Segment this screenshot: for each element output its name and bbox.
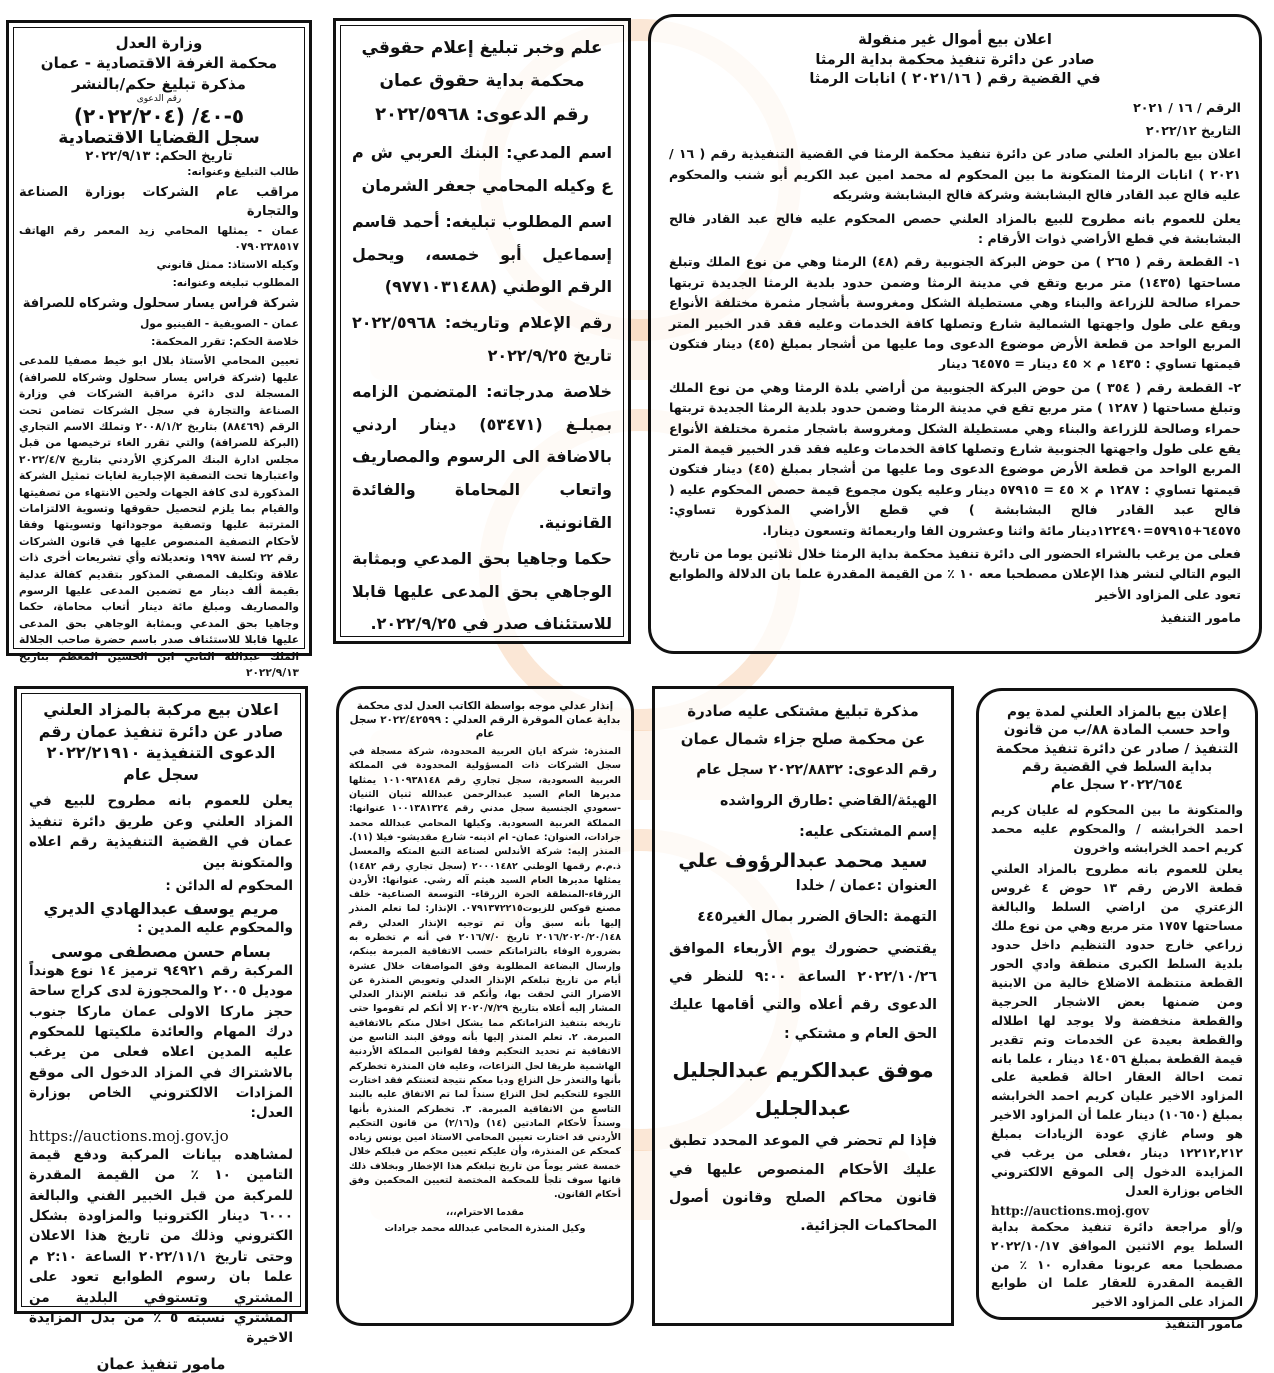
notice-ministry: وزارة العدل bbox=[115, 34, 203, 52]
notice-signature: مامور تنفيذ عمان bbox=[96, 1354, 226, 1373]
notice-applicant-label: طالب التبليغ وعنوانه: bbox=[187, 166, 299, 179]
notice-closing: مقدما الاحترام،،، bbox=[446, 1206, 524, 1218]
notice-paragraph: خلاصة مدرجاته: المتضمن الزامه بمبلـغ (٥٣٤٧١) دينار اردني بالاضافة الى الرسوم والمصاريف واتعاب المحاماة والفائدة القانونية. bbox=[352, 381, 613, 532]
notice-paragraph: رقم الإعلام وتاريخه: ٢٠٢٢/٥٩٦٨ تاريخ ٢٠٢٢/٩/٢٥ bbox=[352, 313, 612, 365]
notice-target-label: المطلوب تبليغه وعنوانه: bbox=[172, 277, 299, 290]
notice-court: عن محكمة صلح جزاء شمال عمان bbox=[680, 730, 926, 749]
notice-title: علم وخبر تبليغ إعلام حقوقي bbox=[361, 38, 603, 58]
notice-paragraph: والمتكونة ما بين المحكوم له عليان كريم احمد الخرابشه / والمحكوم عليه محمد كريم احمد الخرابشه واخرون bbox=[991, 802, 1243, 855]
notice-target-address: عمان - الصويفية - الفينيو مول bbox=[140, 317, 299, 330]
notice-intro: يعلن للعموم بانه مطروح للبيع في المزاد العلني وعن طريق دائرة تنفيذ عمان في القضية التنفيذية رقم اعلاه والمتكونة بين bbox=[29, 793, 293, 871]
notice-signature: وكيل المنذرة المحامي عبدالله محمد جرادات bbox=[384, 1223, 586, 1235]
notice-paragraph: يعلن للعموم بانه مطروح للبيع بالمزاد العلني حصص المحكوم عليه فالح عبد القادر فالح البشابشة في قطع الأراضي ذوات الأرقام : bbox=[669, 210, 1241, 247]
notice-signature: مامور التنفيذ bbox=[1160, 610, 1241, 626]
notice-title: اعلان بيع مركبة بالمزاد العلني صادر عن دائرة تنفيذ عمان رقم الدعوى التنفيذية ٢٠٢٢/٢١٩١٠ سجل عام bbox=[38, 700, 284, 784]
notice-paragraph: اسم المطلوب تبليغه: أحمد قاسم إسماعيل أبو خمسه، ويحمل الرقم الوطني (٩٧٧١٠٣١٤٨٨) bbox=[352, 211, 612, 297]
notice-agent: وكيله الاستاذ: ممثل قانوني bbox=[156, 259, 299, 272]
notice-paragraph: اسم المدعي: البنك العربي ش م ع وكيله المحامي جعفر الشرمان bbox=[352, 143, 612, 195]
notice-register: سجل القضايا الاقتصادية bbox=[58, 127, 260, 148]
notice-amman-civil-judgment bbox=[333, 18, 631, 644]
notice-summary-label: خلاصة الحكم: تقرر المحكمة: bbox=[151, 335, 299, 348]
notice-paragraph: و/أو مراجعة دائرة تنفيذ محكمة بداية السلط يوم الاثنين الموافق ٢٠٢٢/١٠/١٧ مصطحبا معه عربونا مقداره ١٠ ٪ من القيمة المقدرة للعقار علما ان طوابع المزاد على المزاود الاخير bbox=[991, 1219, 1243, 1310]
notice-signature: مامور التنفيذ bbox=[1164, 1317, 1243, 1332]
notice-complainant: موفق عبدالكريم عبدالجليل عبدالجليل bbox=[672, 1058, 934, 1121]
notice-salt-land-auction bbox=[976, 688, 1258, 1332]
notice-debtor-label: والمحكوم عليه المدين : bbox=[137, 920, 293, 937]
notice-target: شركة فراس يسار سحلول وشركاه للصرافة bbox=[22, 295, 299, 311]
notice-closing: فإذا لم تحضر في الموعد المحدد تطبق عليك الأحكام المنصوص عليها في قانون محاكم الصلح وقانون أصول المحاكمات الجزائية. bbox=[669, 1133, 937, 1235]
auction-website-link[interactable]: https://auctions.moj.gov.jo bbox=[29, 1126, 229, 1145]
notice-ramtha-land-auction bbox=[648, 14, 1262, 654]
notice-body: تعيين المحامي الأستاذ بلال ابو خيط مصفيا للمدعى عليها (شركة فراس يسار سحلول وشركاه للصرافة) المسجلة لدى دائرة مراقبة الشركات في وزارة الصناعة والتجارة في سجل الشركات تضامن تحت الرقم (٨٨٤٦٩) بتاريخ ٢٠٠٨/١/٢ وتملك الاسم التجاري (البركة للصرافة) والتي تقرر الغاء ترخيصها من قبل مجلس ادارة البنك المركزي الأردني بتاريخ ٢٠٢٢/٤/٧ واعتبارها تحت التصفية الإجبارية لغايات تمثيل الشركة المذكورة لدى كافة الجهات ولحين الانتهاء من تصفيتها والقيام بما يلزم لتحصيل حقوقها وتسوية الالتزامات المترتبة عليها وتصفية موجوداتها وتسويتها وفقا لأحكام التصفية المنصوص عليها في قانون الشركات رقم ٢٢ لسنة ١٩٩٧ وتعديلاته وأي تشريعات أخرى ذات علاقة وتكليف المصفي المذكور بتقديم كفالة عدلية بقيمة ألف دينار مع تضمين المدعى عليها الرسوم والمصاريف ومبلغ مائة دينار أتعاب محاماة، حكما وجاهيا بحق المدعي وبمثابة الوجاهي بحق المدعى عليها قابلا للاستئناف صدر باسم حضرة صاحب الجلالة الملك عبدالله الثاني ابن الحسين المعظم بتاريخ ٢٠٢٢/٩/١٣ bbox=[19, 355, 299, 680]
notice-subtitle: صادر عن دائرة تنفيذ محكمة بداية الرمثا bbox=[815, 51, 1095, 68]
notice-address: العنوان :عمان / خلدا bbox=[795, 877, 937, 894]
notice-memo: مذكرة تبليغ حكم/بالنشر bbox=[72, 74, 246, 93]
notice-title: مذكرة تبليغ مشتكى عليه صادرة bbox=[687, 702, 919, 720]
notice-charge: التهمة :الحاق الضرر بمال الغير٤٤٥ bbox=[697, 909, 937, 926]
notice-ref: الرقم / ١٦ / ٢٠٢١ bbox=[1133, 99, 1241, 115]
notice-case: ٥-٤٠/ (٢٠٢٢/٢٠٤) bbox=[73, 103, 245, 128]
notice-judge: الهيئة/القاضي :طارق الرواشده bbox=[719, 792, 937, 809]
notice-case: رقم الدعوى: ٢٠٢٢/٥٩٦٨ bbox=[375, 103, 589, 125]
notice-case: في القضية رقم ( ٢٠٢١/١٦ ) انابات الرمثا bbox=[809, 71, 1101, 88]
notice-debtor: بسام حسن مصطفى موسى bbox=[51, 941, 271, 961]
auction-website-link[interactable]: http://auctions.moj.gov bbox=[991, 1203, 1149, 1218]
notice-title: إعلان بيع بالمزاد العلني لمدة يوم واحد حسب المادة ٨٨/ب من قانون التنفيذ / صادر عن دائرة تنفيذ محكمة بداية السلط في القضية رقم ٢٠٢٢/٦٥٤ سجل عام bbox=[995, 704, 1239, 794]
notice-vehicle-auction bbox=[14, 686, 308, 1373]
notice-body: المركبة رقم ٩٤٩٢١ ترميز ١٤ نوع هونداً موديل ٢٠٠٥ والمحجوزة لدى كراج ساحة حجز ماركا الاولى عمان ماركا جنوب درك المهام والعائدة ملكيتها للمحكوم عليه المدين اعلاه فعلى من يرغب بالاشتراك في المزاد الدخول الى موقع المزادات الالكتروني الخاص بوزارة العدل: bbox=[29, 962, 293, 1122]
notice-body-continued: لمشاهده بيانات المركبة ودفع قيمة التامين ١٠ ٪ من القيمة المقدرة للمركبة من قبل الخبير الفني والبالغة ٦٠٠٠ دينار الكترونيا والمزاودة بشكل الكتروني وذلك من تاريخ هذا الاعلان وحتى تاريخ ٢٠٢٢/١١/١ الساعة ٢:١٠ م علما بان رسوم الطوابع تعود على المشتري وتستوفي البلدية من المشتري نسبته ٥ ٪ من بدل المزايدة الاخيرة bbox=[29, 1146, 294, 1347]
notice-paragraph: يعلن للعموم بانه مطروح بالمزاد العلني قطعة الارض رقم ١٣ حوض ٤ غروس الزعتري من اراضي السلط والبالغة مساحتها ١٧٥٧ متر مربع وهي من نوع ملك زراعي خارج حدود التنظيم داخل حدود بلدية السلط الكبرى منطقة وادي الحور القطعة منتظمة الاضلاع خالية من الابنية ومن ضمنها بعض الاشجار الحرجية والقطعة منخفضة ولا يوجد لها اطلاله والقطعة بعيدة عن الخدمات وتم تقدير قيمة القطعة بمبلغ ١٤٠٥٦ دينار ، علما بانه تمت احالة العقار احالة قطعية على المزاود الاخير عليان كريم احمد الخرابشه بمبلغ (١٠٦٥٠) دينار علما أن المزاود الاخير هو وسام غازي عودة الزيادات بمبلغ ١٢٢١٢,٢١٢ دينار ،فعلى من يرغب في المزايدة الدخول إلى الموقع الالكتروني الخاص بوزارة العدل bbox=[991, 862, 1243, 1198]
notice-notary-warning bbox=[336, 686, 634, 1326]
notice-paragraph: اعلان بيع بالمزاد العلني صادر عن دائرة تنفيذ محكمة الرمثا في القضية التنفيذية رقم ( ١٦ / ٢٠٢١ ) انابات الرمثا المتكونة ما بين المحكوم له محمد امين عبد الكريم أبو شنب والمحكوم عليه فالح عبد القادر فالح البشابشة وشركة فالح البشابشة وشريكه bbox=[669, 146, 1241, 203]
notice-paragraph: فعلى من يرغب بالشراء الحضور الى دائرة تنفيذ محكمة بداية الرمثا خلال ثلاثين يوما من تاريخ اليوم التالي لنشر هذا الإعلان مصطحبا معه ١٠ ٪ من القيمة المقدرة علما بان الدلالة والطوابع تعود على المزاود الأخير bbox=[669, 545, 1241, 602]
notice-date: تاريخ الحكم: ٢٠٢٢/٩/١٣ bbox=[85, 148, 233, 164]
notice-creditor-label: المحكوم له الدائن : bbox=[165, 877, 293, 894]
notice-applicant: مراقب عام الشركات بوزارة الصناعة والتجارة bbox=[19, 184, 299, 219]
notice-paragraph: ٢- القطعة رقم ( ٣٥٤ ) من حوض البركة الجنوبية من أراضي بلدة الرمثا وهي من نوع الملك وتبلغ مساحتها ( ١٢٨٧ ) متر مربع تقع في مدينة الرمثا وضمن حدود بلدية الرمثا الجديدة تربتها حمراء وصالحة للزراعة والبناء وهي مستطيلة الشكل ومغروسة باشجار مثمرة مختلفة الأنواع يقع على طول واجهتها الجنوبية شارع وتصلها كافة الخدمات وعليه فقد قدر الخبير قيمة المتر المربع الواحد من قطعة الأرض موضوع الدعوى وما عليها من أشجار بمبلغ (٤٥) دينار فتكون قيمتها تساوي : ١٢٨٧ م × ٤٥ = ٥٧٩١٥ دينار وعليه يكون مجموع قيمة حصص المحكوم عليه ( فالح عبد القادر فالح البشابشة ) في قطع الأراضي المذكورة تساوي: ٦٤٥٧٥+٥٧٩١٥=١٢٢٤٩٠دينار مائة واثنا وعشرون الفا واربعمائة وتسعون دينارا. bbox=[669, 379, 1242, 538]
notice-court: محكمة الغرفة الاقتصادية - عمان bbox=[40, 54, 278, 73]
notice-title: إنذار عدلي موجه بواسطة الكاتب العدل لدى محكمة بداية عمان الموقرة الرقم العدلي : ٢٠٢٢/٤٢٥٩٩ سجل عام bbox=[349, 700, 621, 741]
notice-north-amman-criminal bbox=[652, 686, 954, 1326]
notice-defendant: سيد محمد عبدالرؤوف علي bbox=[678, 849, 928, 872]
notice-creditor: مريم يوسف عبدالهادي الديري bbox=[43, 899, 279, 919]
notice-paragraph: حكما وجاهيا بحق المدعي وبمثابة الوجاهي بحق المدعى عليها قابلا للاستئناف صدر في ٢٠٢٢/٩/٢٥. bbox=[352, 548, 612, 634]
notice-economic-court bbox=[6, 20, 312, 680]
notice-case-label: رقم الدعوى bbox=[136, 93, 182, 104]
notice-applicant-details: عمان - يمثلها المحامي زيد المعمر رقم الهاتف ٠٧٩٠٢٣٨٥١٧ bbox=[19, 225, 299, 253]
notice-body: المنذرة: شركة ايان العربية المحدودة، شركة مسجلة في سجل الشركات ذات المسؤولية المحدودة في المملكة العربية السعودية، سجل تجاري رقم ١٠١٠٩٣٨١٤٨ يمثلها مديرها العام السيد عبدالرحمن عبدالله ثنيان الثنيان -سعودي الجنسية سجل مدني رقم ١٠٠١٣٨١٣٢٤ عنوانها: المملكة العربية السعودية. وكيلها المحامي عبدالله محمد جرادات، العنوان: عمان- ام اذينه- شارع مقديشو- فيلا (١١). المنذر إليه: شركة الأندلس لصناعة التبغ المتكه والمعسل ذ.م.م رقمها الوطني ٢٠٠٠١٤٨٢ (سجل تجاري رقم ١٤٨٢) يمثلها مديرها العام السيد هيثم آله رشي. عنوانها: الأردن الزرقاء-المنطقة الحرة الزرقاء- التوسعة الصناعية- خلف مصنع قوكس للزيوت٠٧٩١٣٧٢٢١٥. الإنذار: لما تعلم المنذر إليها بأنه سبق وأن تم توجيه الإنذار العدلي رقم ٢٠١٦/٢٠٢٠/٢٠/١٤٨ تاريخ ٢٠١٦/٧/٠ في أنه م تخطره به بضرورة الوفاء بالتزاماتكم حسب الاتفاقية المبرمة بينكم، وإرسال البضاعة المطلوبة وفق المواصفات خلال عشرة أيام من تاريخ تبلغكم الإنذار العدلي وتعويض المنذرة عن الاضرار التي لحقت بها، وأنكم قد تبلغتم الإنذار العدلي المشار إليه أعلاه بتاريخ ٢٠٢٠/٧/٢٩ إلا أنكم لم تقوموا حتى تاريخه بتنفيذ التزاماتكم مما يشكل اخلال منكم بالاتفاقية المبرمة. ٢. تعلم المنذر إليها بأنه ووفق البند التاسع من الاتفاقية تم تحديد التحكيم وفقا لقوانين المملكة الأردنية الهاشمية طريقا لحل النزاعات، وعليه فان المنذرة تخطركم بأنها والتعذر حل النزاع وديا معكم نتيجة لتعنتكم فقد اختارت اللجوء للتحكيم لحل النزاع سنداً لما تم الاتفاق عليه بالبند التاسع من الاتفاقية المبرمة. ٣. تخطركم المنذرة بأنها وسنداً لأحكام المادتين (١٤) و(٢/١٦) من قانون التحكيم الأردني قد اختارت تعيين المحامي الاستاذ امين يونس زياده كمحكم عن المنذرة، وأن عليكم تعيين محكم من قبلكم خلال خمسة عشر يوماً من تاريخ تبلغكم هذا الإخطار وبخلاف ذلك فانها سوف تلجأ للمحكمة المختصة لتعيين المحكمين وفق أحكام القانون. bbox=[349, 746, 622, 1201]
notice-defendant-label: إسم المشتكى عليه: bbox=[799, 824, 937, 841]
notice-court: محكمة بداية حقوق عمان bbox=[379, 70, 585, 91]
notice-title: اعلان بيع أموال غير منقولة bbox=[858, 32, 1052, 48]
notice-paragraph: ١- القطعة رقم ( ٢٦٥ ) من حوض البركة الجنوبية رقم (٤٨) الرمثا وهي من نوع الملك وتبلغ مساحتها (١٤٣٥) متر مربع وتقع في مدينة الرمثا وضمن حدود بلدية الرمثا الجديدة تربتها حمراء صالحة للزراعة والبناء وهي مستطيلة الشكل ومغروسة بأشجار مثمرة مختلفة الأنواع ويقع على طول واجهتها الشمالية شارع وتصلها كافة الخدمات وعليه فقد قدر الخبير المتر المربع الواحد من قطعة الأرض موضوع الدعوى وما عليها من أشجار بمبلغ (٤٥) دينار فتكون قيمتها تساوي : ١٤٣٥ م × ٤٥ دينار = ٦٤٥٧٥ دينار bbox=[669, 254, 1241, 372]
notice-case: رقم الدعوى: ٢٠٢٢/٨٨٣٢ سجل عام bbox=[696, 761, 937, 778]
notice-paragraph: يقتضي حضورك يوم الأربعاء الموافق ٢٠٢٢/١٠/٢٦ الساعة ٩:٠٠ للنظر في الدعوى رقم أعلاه والتي أقامها عليك الحق العام و مشتكي : bbox=[669, 940, 937, 1042]
notice-date: التاريخ ٢٠٢٢/١٢ bbox=[1145, 123, 1241, 139]
